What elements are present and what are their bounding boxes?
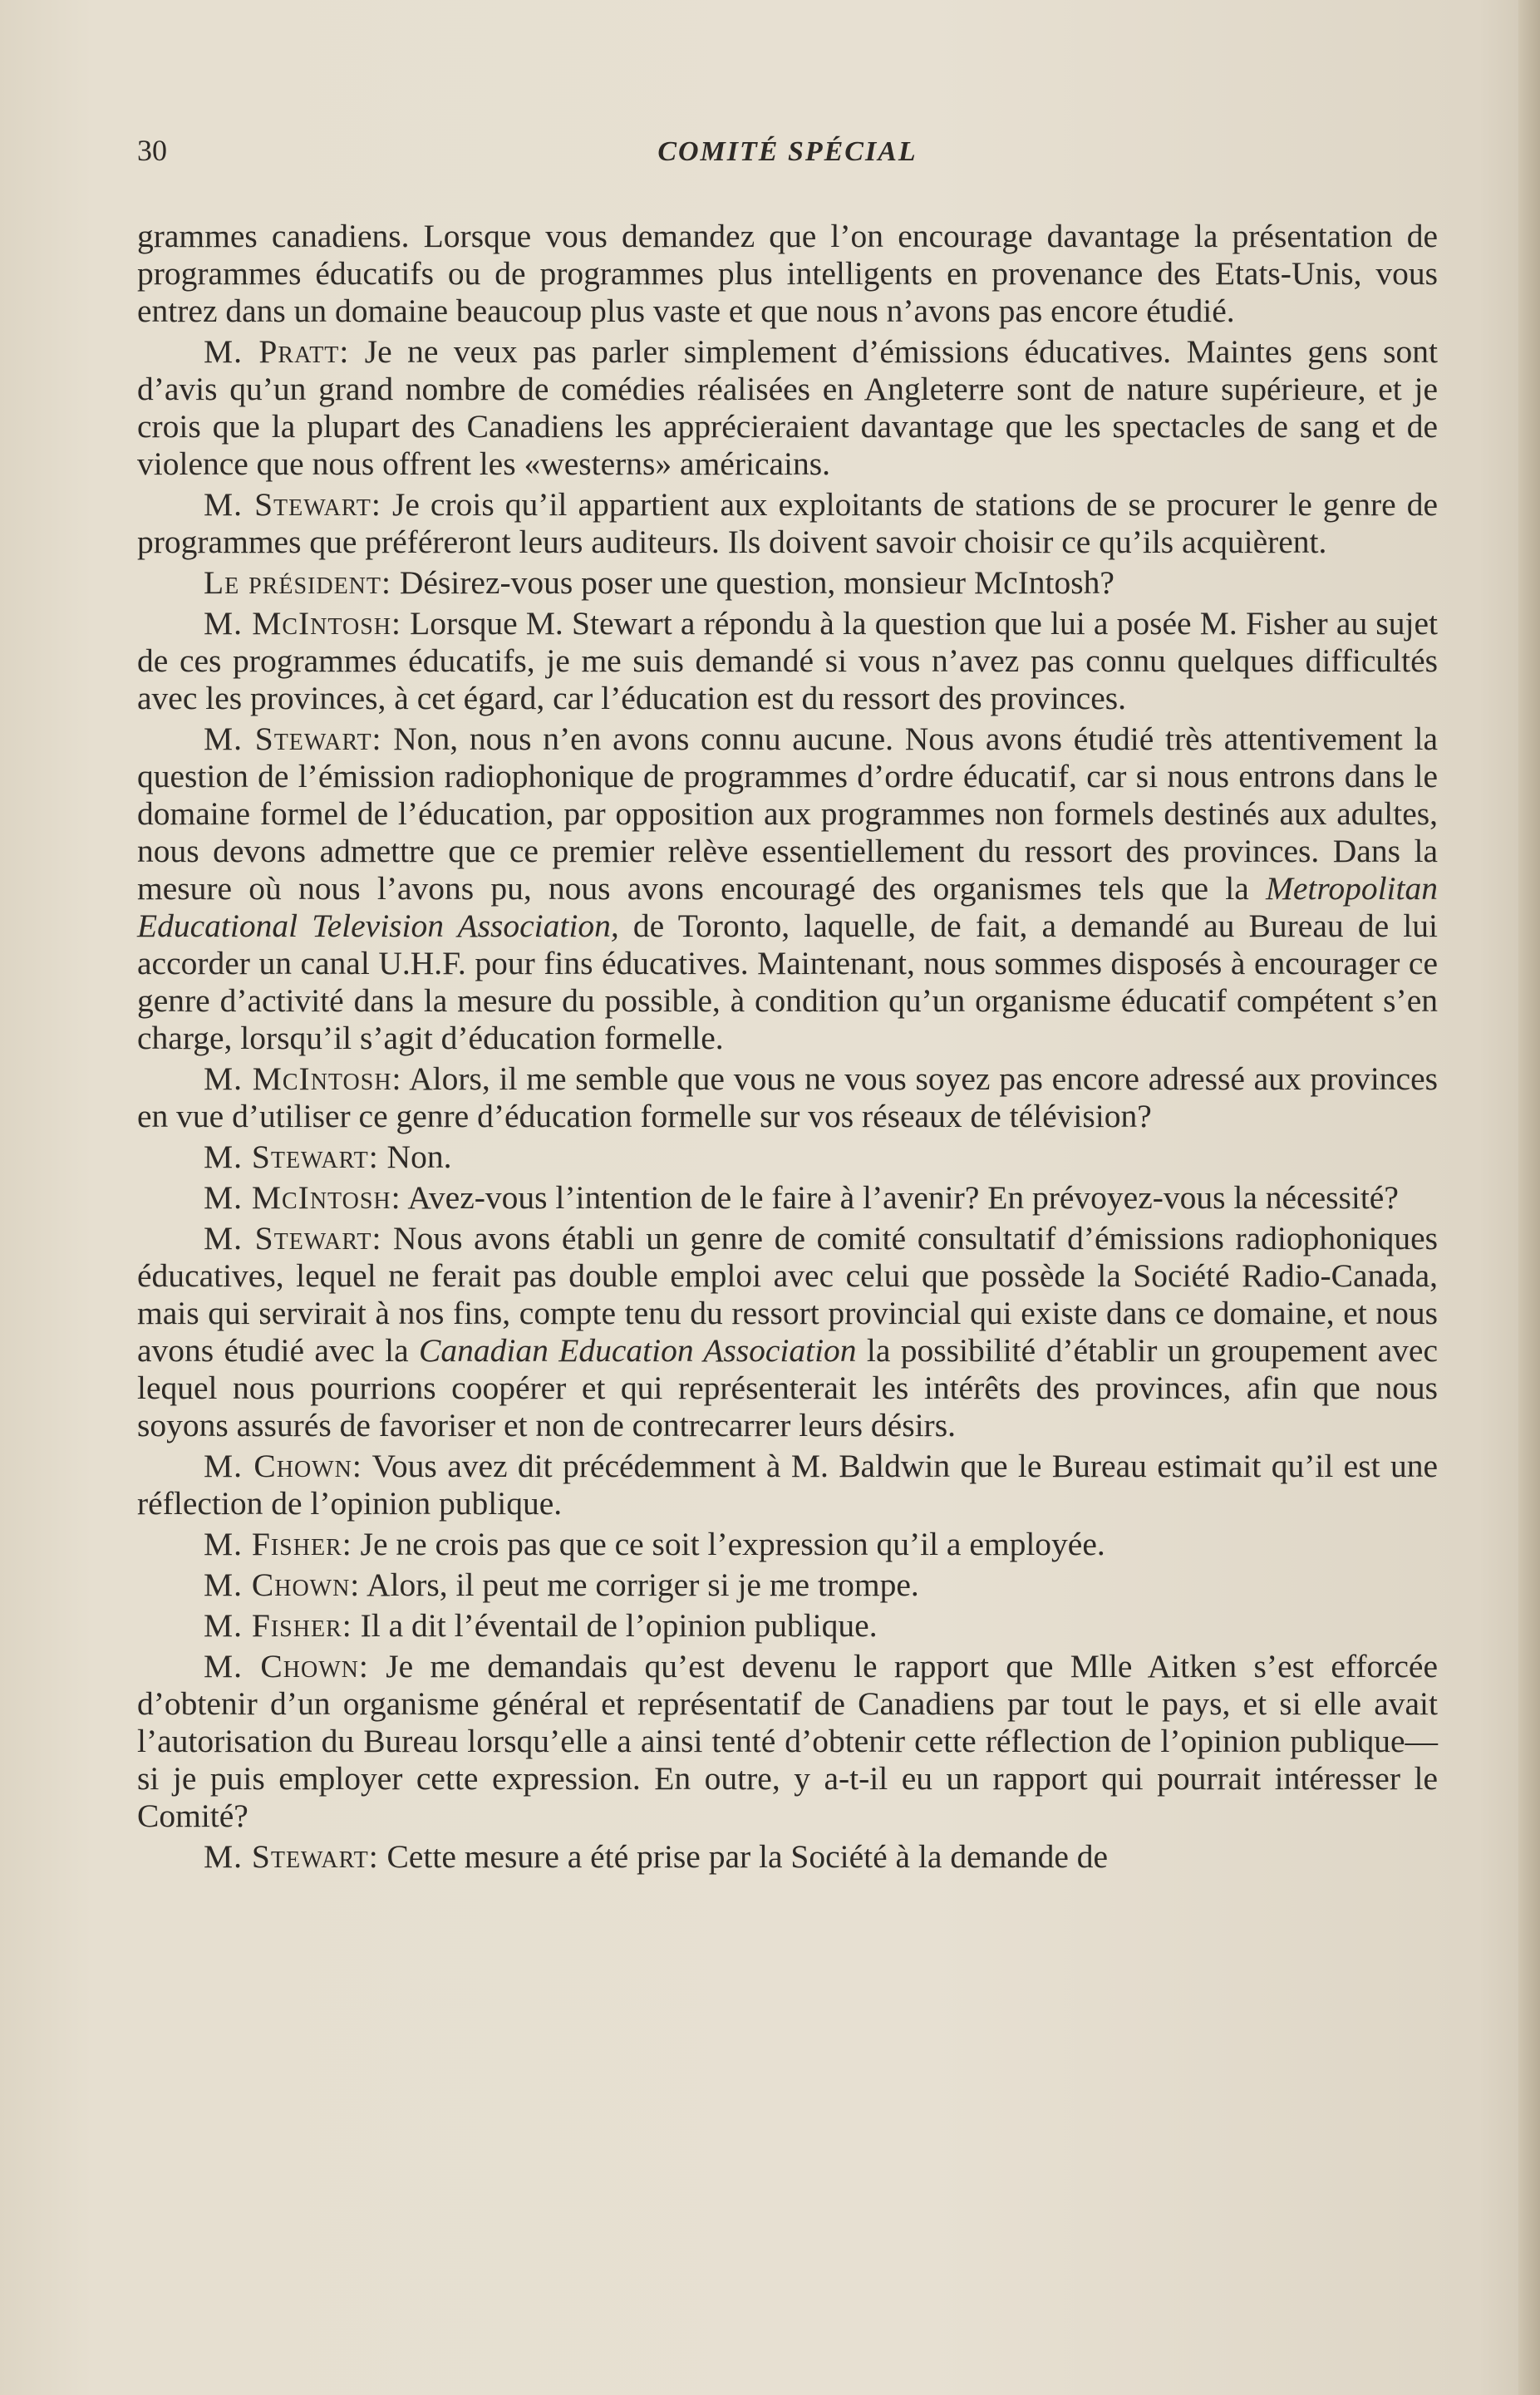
speech-text: Vous avez dit précédemment à M. Baldwin que le Bureau estimait qu’il est une réflection de l’opinion publique. — [137, 1448, 1438, 1522]
speech-text: la possibilité d’établir un groupement avec lequel nous pourrions coopérer et qui représenterait les intérêts des provinces, afin que nous soyons assurés de favoriser et non de contrecarrer leurs désirs. — [137, 1332, 1438, 1443]
speech-paragraph — [137, 1607, 1438, 1645]
italic-title: Metropolitan Educational Television Association, — [137, 870, 1438, 944]
speech-paragraph — [137, 1566, 1438, 1604]
speaker-name: M. Fisher: — [204, 1607, 352, 1644]
page-edge — [1518, 0, 1540, 2395]
speech-text: Désirez-vous poser une question, monsieur McIntosh? — [391, 564, 1114, 601]
page-header — [137, 133, 1438, 175]
speech-paragraph — [137, 1526, 1438, 1563]
speaker-name: M. Stewart: — [204, 720, 382, 757]
speech-text: de Toronto, laquelle, de fait, a demandé au Bureau de lui accorder un canal U.H.F. pour fins éducatives. Maintenant, nous sommes disposés à encourager ce genre d’activité dans la mesure du possible, à condition qu’un organisme éducatif compétent s’en charge, lorsqu’il s’agit d’éducation formelle. — [137, 907, 1438, 1056]
speech-text: Non, nous n’en avons connu aucune. Nous avons étudié très attentivement la question de l’émission radiophonique de programmes d’ordre éducatif, car si nous entrons dans le domaine formel de l’éducation, par opposition aux programmes non formels destinés aux adultes, nous devons admettre que ce premier relève essentiellement du ressort des provinces. Dans la mesure où nous l’avons pu, nous avons encouragé des organismes tels que la — [137, 720, 1438, 907]
transcript-body — [137, 218, 1438, 1879]
speaker-name: M. Stewart: — [204, 1138, 379, 1175]
speech-paragraph — [137, 486, 1438, 561]
speech-text: Je crois qu’il appartient aux exploitants de stations de se procurer le genre de programmes que préféreront leurs auditeurs. Ils doivent savoir choisir ce qu’ils acquièrent. — [137, 486, 1438, 560]
speech-paragraph — [137, 1060, 1438, 1135]
speaker-name: M. Chown: — [204, 1566, 361, 1603]
speech-paragraph — [137, 1448, 1438, 1522]
speaker-name: M. Fisher: — [204, 1526, 352, 1562]
page-number: 30 — [137, 134, 167, 167]
continuation-paragraph — [137, 218, 1438, 330]
running-head: COMITÉ SPÉCIAL — [657, 136, 918, 167]
speaker-name: M. Stewart: — [204, 486, 381, 523]
speech-paragraph — [137, 605, 1438, 717]
speaker-name: M. Stewart: — [204, 1220, 382, 1257]
speech-text: Non. — [378, 1138, 452, 1175]
speaker-name: M. Chown: — [204, 1648, 369, 1684]
speech-paragraph — [137, 1648, 1438, 1835]
speech-text: Il a dit l’éventail de l’opinion publique. — [352, 1607, 878, 1644]
speaker-name: M. Pratt: — [204, 333, 350, 370]
speech-paragraph — [137, 333, 1438, 483]
speech-text: Lorsque M. Stewart a répondu à la question que lui a posée M. Fisher au sujet de ces programmes éducatifs, je me suis demandé si vous n’avez pas connu quelques difficultés avec les provinces, à cet égard, car l’éducation est du ressort des provinces. — [137, 605, 1438, 716]
speech-paragraph — [137, 1838, 1438, 1876]
speech-text: Je ne crois pas que ce soit l’expression qu’il a employée. — [352, 1526, 1105, 1562]
speech-text: Je ne veux pas parler simplement d’émissions éducatives. Maintes gens sont d’avis qu’un grand nombre de comédies réalisées en Angleterre sont de nature supérieure, et je crois que la plupart des Canadiens les apprécieraient davantage que les spectacles de sang et de violence que nous offrent les «westerns» américains. — [137, 333, 1438, 482]
speech-text: Cette mesure a été prise par la Société à la demande de — [378, 1838, 1109, 1875]
speaker-name: M. McIntosh: — [204, 605, 401, 642]
speech-paragraph — [137, 1179, 1438, 1217]
speaker-name: M. McIntosh: — [204, 1060, 402, 1097]
italic-title: Canadian Education Association — [419, 1332, 857, 1369]
speech-paragraph — [137, 720, 1438, 1057]
speaker-name: M. McIntosh: — [204, 1179, 401, 1216]
speaker-name: M. Stewart: — [204, 1838, 379, 1875]
speech-text: Avez-vous l’intention de le faire à l’avenir? En prévoyez-vous la nécessité? — [401, 1179, 1399, 1216]
speech-text: Alors, il me semble que vous ne vous soyez pas encore adressé aux provinces en vue d’utiliser ce genre d’éducation formelle sur vos réseaux de télévision? — [137, 1060, 1438, 1134]
speech-paragraph — [137, 1138, 1438, 1176]
speech-text: Alors, il peut me corriger si je me trompe. — [360, 1566, 919, 1603]
speech-text: Nous avons établi un genre de comité consultatif d’émissions radiophoniques éducatives, lequel ne ferait pas double emploi avec celui que possède la Société Radio-Canada, mais qui servirait à nos fins, compte tenu du ressort provincial qui existe dans ce domaine, et nous avons étudié avec la — [137, 1220, 1438, 1369]
speech-text: grammes canadiens. Lorsque vous demandez que l’on encourage davantage la présentation de programmes éducatifs ou de programmes plus intelligents en provenance des Etats-Unis, vous entrez dans un domaine beaucoup plus vaste et que nous n’avons pas encore étudié. — [137, 218, 1438, 329]
speech-text: Je me demandais qu’est devenu le rapport que Mlle Aitken s’est efforcée d’obtenir d’un organisme général et représentatif de Canadiens par tout le pays, et si elle avait l’autorisation du Bureau lorsqu’elle a ainsi tenté d’obtenir cette réflection de l’opinion publique—si je puis employer cette expression. En outre, y a-t-il eu un rapport qui pourrait intéresser le Comité? — [137, 1648, 1438, 1834]
speech-paragraph — [137, 1220, 1438, 1444]
speech-paragraph — [137, 564, 1438, 602]
speaker-name: M. Chown: — [204, 1448, 362, 1484]
speaker-name: Le président: — [204, 564, 391, 601]
